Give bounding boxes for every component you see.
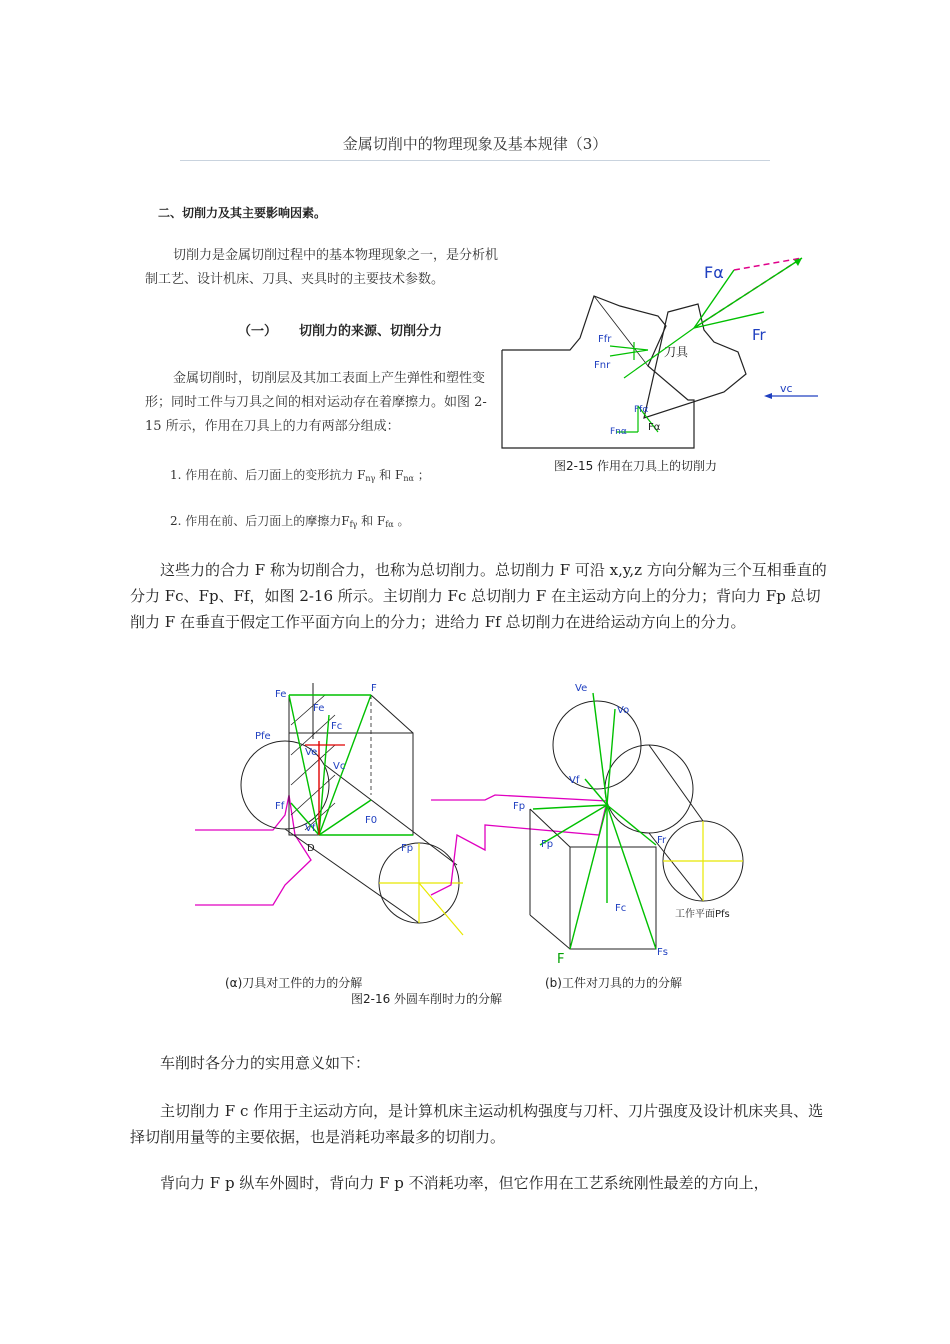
cylinder-edge (325, 765, 457, 865)
label-work-plane: 工作平面Pfs (675, 909, 730, 920)
force-arrow (610, 350, 648, 356)
title-divider (180, 160, 770, 161)
force-box-edge (371, 695, 413, 733)
workpiece-outline-a (195, 795, 311, 905)
caption-a: (α)刀具对工件的力的分解 (225, 976, 363, 990)
figure-caption: 图2-15 作用在刀具上的切削力 (554, 459, 718, 473)
label-fa: Fα (704, 263, 724, 282)
label-ve: Ve (575, 683, 588, 694)
label-fe: Fe (275, 689, 287, 700)
label-fr: Fr (752, 326, 766, 344)
label-ffa: Ffα (634, 405, 649, 415)
page-title: 金属切削中的物理现象及基本规律（3） (342, 135, 608, 153)
label-vo: Vo (617, 705, 630, 716)
label-f: F (371, 683, 377, 694)
cylinder-edge (649, 745, 703, 821)
subsection-text: 切削力的来源、切削分力 (299, 324, 443, 339)
label-pfe: Pfe (255, 731, 271, 742)
force-arrows-b (533, 693, 656, 949)
label-f0: F0 (365, 815, 378, 826)
list-item: 1. 作用在前、后刀面上的变形抗力 $F_{n\gamma}$ 和 $F_{n\alpha}$ ； (170, 468, 430, 483)
label-fna: Fnα (610, 427, 627, 437)
label-fr: Fr (657, 835, 667, 846)
force-box-edge (530, 915, 570, 949)
label-d: D (307, 843, 315, 854)
label-f: F (557, 952, 565, 967)
label-fa-small: Fα (648, 422, 661, 433)
fc-paragraph: 主切削力 F c 作用于主运动方向，是计算机床主运动机构强度与刀杆、刀片强度及设计机床夹具、选择切削用量等的主要依据，也是消耗功率最多的切削力。 (130, 1102, 824, 1146)
force-arrow (610, 346, 648, 350)
label-vf: Vf (569, 775, 580, 786)
fp-paragraph: 背向力 F p 纵车外圆时，背向力 F p 不消耗功率，但它作用在工艺系统刚性最差的方向上， (160, 1174, 769, 1192)
label-fc: Fc (331, 721, 343, 732)
list-item: 2. 作用在前、后刀面上的摩擦力$F_{f\gamma}$ 和 $F_{f\alpha}$ 。 (170, 514, 410, 529)
figure-2-15 (498, 250, 818, 480)
figure-2-16 (195, 675, 760, 1010)
figure-caption: 图2-16 外圆车削时力的分解 (351, 992, 503, 1006)
tool-outline (644, 304, 746, 418)
tool-label: 刀具 (664, 345, 689, 359)
label-ve: Ve (305, 747, 318, 758)
caption-b: (b)工件对刀具的力的分解 (545, 976, 682, 990)
label-vc: vc (780, 382, 793, 395)
label-fnr: Fnr (594, 360, 611, 371)
label-fe: Fe (313, 703, 325, 714)
label-vc: Vc (333, 761, 346, 772)
label-fc: Fc (615, 903, 627, 914)
label-fp: Fp (401, 843, 414, 854)
label-fp: Fp (541, 839, 554, 850)
subsection-number: （一） (238, 324, 278, 339)
label-vf: Vf (305, 823, 316, 834)
label-fp: Fp (513, 801, 526, 812)
subsection-heading (238, 320, 442, 339)
workpiece-outline (502, 296, 694, 448)
meaning-paragraph: 车削时各分力的实用意义如下： (160, 1054, 371, 1072)
arrowhead (764, 393, 772, 399)
axis-line (419, 883, 463, 935)
intro-paragraph: 切削力是金属切削过程中的基本物理现象之一，是分析机制工艺、设计机床、刀具、夹具时的主要技术参数。 (145, 248, 499, 287)
label-ffr: Ffr (598, 334, 612, 345)
source-paragraph: 金属切削时，切削层及其加工表面上产生弹性和塑性变形；同时工件与刀具之间的相对运动存在着摩擦力。如图 2-15 所示，作用在刀具上的力有两部分组成： (145, 371, 487, 434)
cylinder-edge (285, 829, 419, 923)
section-heading: 二、切削力及其主要影响因素。 (158, 206, 327, 220)
label-ff: Ff (275, 801, 285, 812)
label-fs: Fs (657, 947, 668, 958)
resultant-paragraph: 这些力的合力 F 称为切削合力，也称为总切削力。总切削力 F 可沿 x,y,z 方向分解为三个互相垂直的分力 Fc、Fp、Ff，如图 2-16 所示。主切削力 Fc 总切削力 F 在主运动方向上的分力；背向力 Fp 总切削力 F 在垂直于假定工作平面方向上的分力；进给力 Ff 总切削力在进给运动方向上的分力。 (130, 561, 827, 631)
